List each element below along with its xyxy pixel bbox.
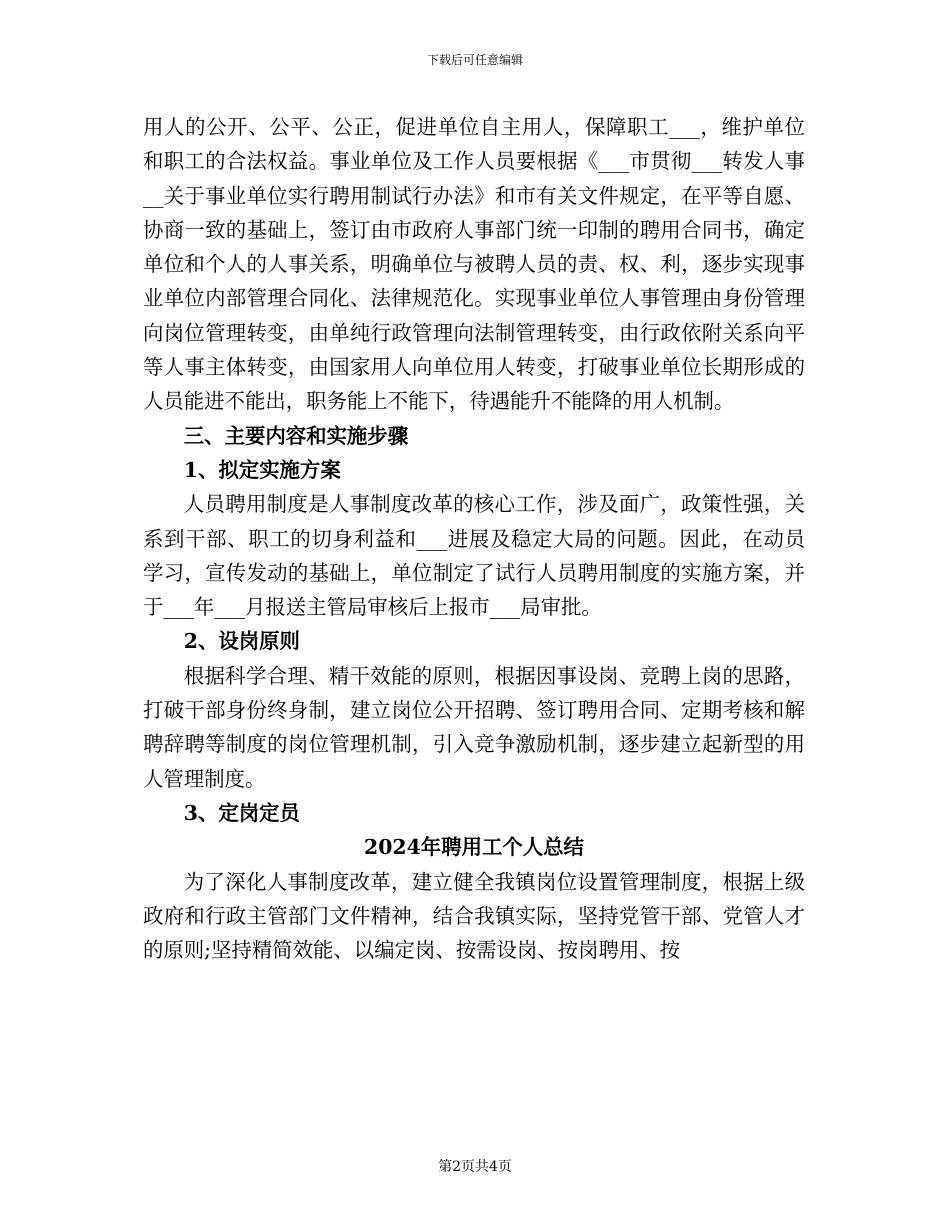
page-header: 下载后可任意编辑 bbox=[426, 53, 523, 67]
document-title: 2024年聘用工个人总结 bbox=[364, 835, 584, 860]
paragraph-intro-continued: 用人的公开、公平、公正，促进单位自主用人，保障职工___，维护单位和职工的合法权益。事业单位及工作人员要根据《___市贯彻___转发人事__关于事业单位实行聘用制试行办法》和市有关文件规定，在平等自愿、协商一致的基础上，签订由市政府人事部门统一印制的聘用合同书，确定单位和个人的人事关系，明确单位与被聘人员的责、权、利，逐步实现事业单位内部管理合同化、法律规范化。实现事业单位人事管理由身份管理向岗位管理转变，由单纯行政管理向法制管理转变，由行政依附关系向平等人事主体转变，由国家用人向单位用人转变，打破事业单位长期形成的人员能进不能出，职务能上不能下，待遇能升不能降的用人机制。 bbox=[143, 115, 805, 414]
section-heading-main-content: 三、主要内容和实施步骤 bbox=[183, 423, 409, 448]
paragraph-summary-intro: 为了深化人事制度改革，建立健全我镇岗位设置管理制度，根据上级政府和行政主管部门文件精神，结合我镇实际，坚持党管干部、党管人才的原则;坚持精简效能、以编定岗、按需设岗、按岗聘用、按 bbox=[143, 869, 805, 963]
paragraph-post-principles: 根据科学合理、精干效能的原则，根据因事设岗、竞聘上岗的思路，打破干部身份终身制，建立岗位公开招聘、签订聘用合同、定期考核和解聘辞聘等制度的岗位管理机制，引入竞争激励机制，逐步建立起新型的用人管理制度。 bbox=[143, 663, 805, 791]
subheading-post-staffing: 3、定岗定员 bbox=[183, 800, 300, 825]
document-body bbox=[143, 110, 805, 967]
subheading-post-principles: 2、设岗原则 bbox=[183, 629, 300, 654]
subheading-implementation-plan: 1、拟定实施方案 bbox=[183, 457, 341, 482]
paragraph-implementation-plan: 人员聘用制度是人事制度改革的核心工作，涉及面广，政策性强，关系到干部、职工的切身利益和___进展及稳定大局的问题。因此，在动员学习，宣传发动的基础上，单位制定了试行人员聘用制度的实施方案，并于___年___月报送主管局审核后上报市___局审批。 bbox=[143, 492, 805, 620]
page-footer: 第2页共4页 bbox=[438, 1159, 512, 1175]
